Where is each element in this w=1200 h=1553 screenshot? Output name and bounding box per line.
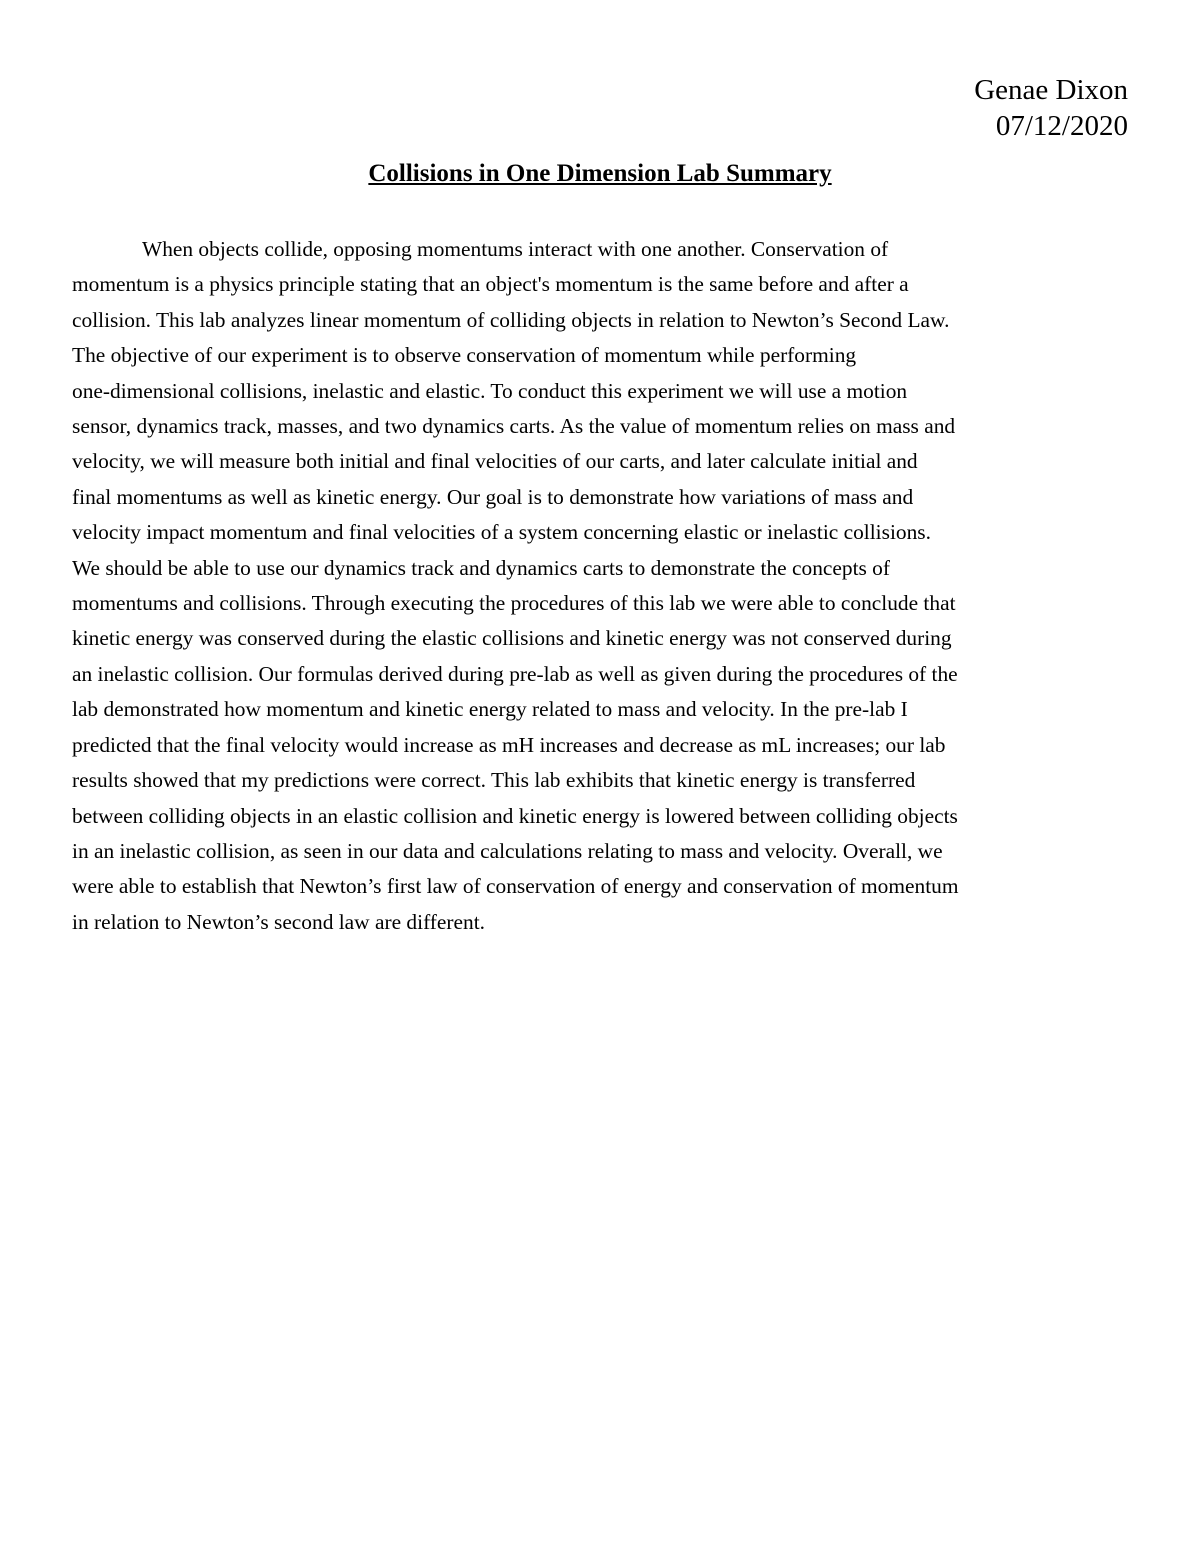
body-line: were able to establish that Newton’s first law of conservation of energy and conservation of momentum	[72, 874, 959, 899]
body-line: final momentums as well as kinetic energy. Our goal is to demonstrate how variations of mass and	[72, 484, 914, 509]
author-block	[974, 72, 1128, 144]
body-line: results showed that my predictions were correct. This lab exhibits that kinetic energy is transferred	[72, 768, 916, 793]
body-line: momentums and collisions. Through executing the procedures of this lab we were able to conclude that	[72, 591, 956, 616]
body-line: lab demonstrated how momentum and kinetic energy related to mass and velocity. In the pre-lab I	[72, 697, 908, 722]
body-line: between colliding objects in an elastic collision and kinetic energy is lowered between colliding objects	[72, 803, 958, 828]
body-line: sensor, dynamics track, masses, and two dynamics carts. As the value of momentum relies on mass and	[72, 414, 956, 439]
body-line: We should be able to use our dynamics track and dynamics carts to demonstrate the concepts of	[72, 555, 891, 580]
body-line: in relation to Newton’s second law are different.	[72, 909, 486, 934]
body-line: When objects collide, opposing momentums interact with one another. Conservation of	[142, 237, 889, 261]
body-line: predicted that the final velocity would increase as mH increases and decrease as mL increases; our lab	[72, 732, 946, 757]
body-line: velocity, we will measure both initial and final velocities of our carts, and later calculate initial and	[72, 449, 918, 474]
body-line: collision. This lab analyzes linear momentum of colliding objects in relation to Newton’s Second Law.	[72, 307, 950, 332]
body-line: momentum is a physics principle stating that an object's momentum is the same before and after a	[72, 272, 909, 297]
body-line: The objective of our experiment is to observe conservation of momentum while performing	[72, 343, 857, 368]
author-name: Genae Dixon	[974, 74, 1128, 106]
body-line: an inelastic collision. Our formulas derived during pre-lab as well as given during the procedures of the	[72, 661, 958, 686]
body-line: in an inelastic collision, as seen in our data and calculations relating to mass and velocity. Overall, we	[72, 838, 943, 863]
body-line: velocity impact momentum and final velocities of a system concerning elastic or inelastic collisions.	[72, 520, 931, 545]
body-paragraph	[72, 232, 1130, 940]
document-date: 07/12/2020	[995, 110, 1128, 142]
body-line: kinetic energy was conserved during the elastic collisions and kinetic energy was not conserved during	[72, 626, 952, 651]
body-line: one-dimensional collisions, inelastic and elastic. To conduct this experiment we will use a motion	[72, 378, 908, 403]
document-title: Collisions in One Dimension Lab Summary	[368, 160, 832, 187]
